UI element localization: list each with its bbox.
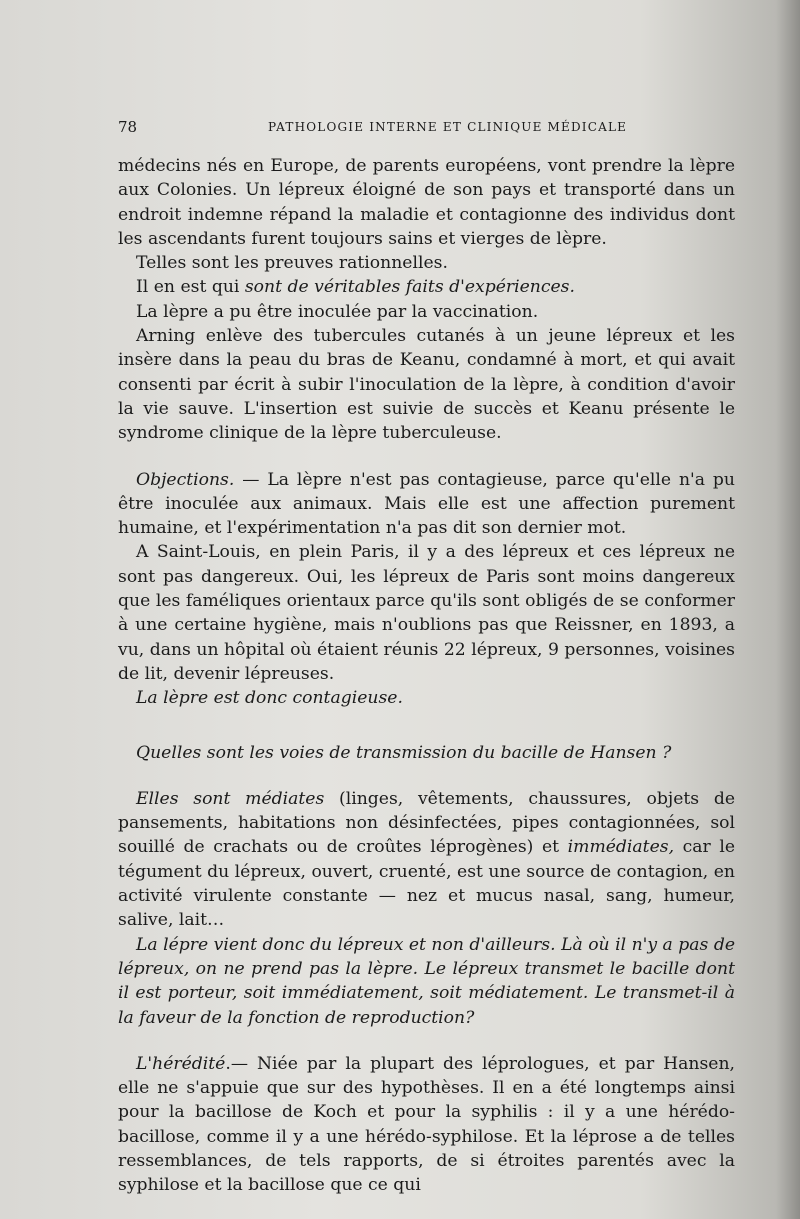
paragraph-4: La lèpre a pu être inoculée par la vaccination. <box>136 301 539 322</box>
spacer <box>118 446 735 468</box>
paragraph-lepre-conclusion: La lépre vient donc du lépreux et non d'ailleurs. Là où il n'y a pas de lépreux, on ne prend pas la lèpre. Le lépreux transmet le bacille dont il est porteur, soit immédiatement, soit médiatement. Le transmet-il à la faveur de la fonction de reproduction? <box>118 934 735 1028</box>
paragraph-heredite <box>118 1052 735 1198</box>
running-title: PATHOLOGIE INTERNE ET CLINIQUE MÉDICALE <box>268 120 628 134</box>
transmission-emphasis-2: immédiates, <box>567 837 675 858</box>
paragraph-conclusion: La lèpre est donc contagieuse. <box>136 688 403 709</box>
transmission-emphasis-1: Elles sont médiates <box>136 788 325 809</box>
objections-heading: Objections. <box>136 469 235 490</box>
paragraph-5: Arning enlève des tubercules cutanés à un jeune lépreux et les insère dans la peau du bras de Keanu, condamné à mort, et qui avait consenti par écrit à subir l'inoculation de la lèpre, à condition d'avoir la vie sauve. L'insertion est suivie de succès et Keanu présente le syndrome clinique de la lèpre tuberculeuse. <box>118 326 735 444</box>
paragraph-3-text: Il en est qui <box>136 277 245 298</box>
paragraph-2: Telles sont les preuves rationnelles. <box>136 253 448 274</box>
paragraph-objections <box>118 468 735 541</box>
paragraph-1: médecins nés en Europe, de parents européens, vont prendre la lèpre aux Colonies. Un lépreux éloigné de son pays et transporté dans un endroit indemne répand la maladie et contagionne des individus dont les ascendants furent toujours sains et vierges de lèpre. <box>118 156 735 249</box>
transmission-text-2: car le tégument du lépreux, ouvert, cruenté, est une source de contagion, en activité virulente constante — nez et mucus nasal, sang, humeur, salive, lait… <box>118 837 735 931</box>
paragraph-transmission <box>118 787 735 933</box>
spacer <box>118 1030 735 1052</box>
heredite-text: .— Niée par la plupart des léprologues, et par Hansen, elle ne s'appuie que sur des hypothèses. Il en a été longtemps ainsi pour la bacillose de Koch et pour la syphilis : il y a une hérédo-bacillose, comme il y a une hérédo-syphilose. Et la léprose a de telles ressemblances, de tels rapports, de si étroites parentés avec la syphilose et la bacillose que ce qui <box>118 1053 735 1196</box>
spacer <box>118 765 735 787</box>
transmission-text-1: (linges, vêtements, chaussures, objets de pansements, habitations non désinfectées, pipes contagionnées, sol souillé de crachats ou de croûtes léprogènes) et <box>118 788 735 858</box>
section-question: Quelles sont les voies de transmission du bacille de Hansen ? <box>136 742 672 763</box>
objections-text: — La lèpre n'est pas contagieuse, parce qu'elle n'a pu être inoculée aux animaux. Mais elle est une affection purement humaine, et l'expérimentation n'a pas dit son dernier mot. <box>118 469 735 539</box>
paragraph-saint-louis: A Saint-Louis, en plein Paris, il y a des lépreux et ces lépreux ne sont pas dangereux. Oui, les lépreux de Paris sont moins dangereux que les faméliques orientaux parce qu'ils sont obligés de se conformer à une certaine hygiène, mais n'oublions pas que Reissner, en 1893, a vu, dans un hôpital où étaient réunis 22 lépreux, 9 personnes, voisines de lit, devenir lépreuses. <box>118 542 735 684</box>
page-number: 78 <box>118 118 138 136</box>
spacer <box>118 711 735 741</box>
paragraph-3-emphasis: sont de véritables faits d'expériences. <box>244 277 575 298</box>
heredite-heading: L'hérédité <box>136 1053 226 1074</box>
body-text <box>118 154 735 1198</box>
page-header <box>118 118 735 140</box>
paragraph-3 <box>118 275 735 299</box>
